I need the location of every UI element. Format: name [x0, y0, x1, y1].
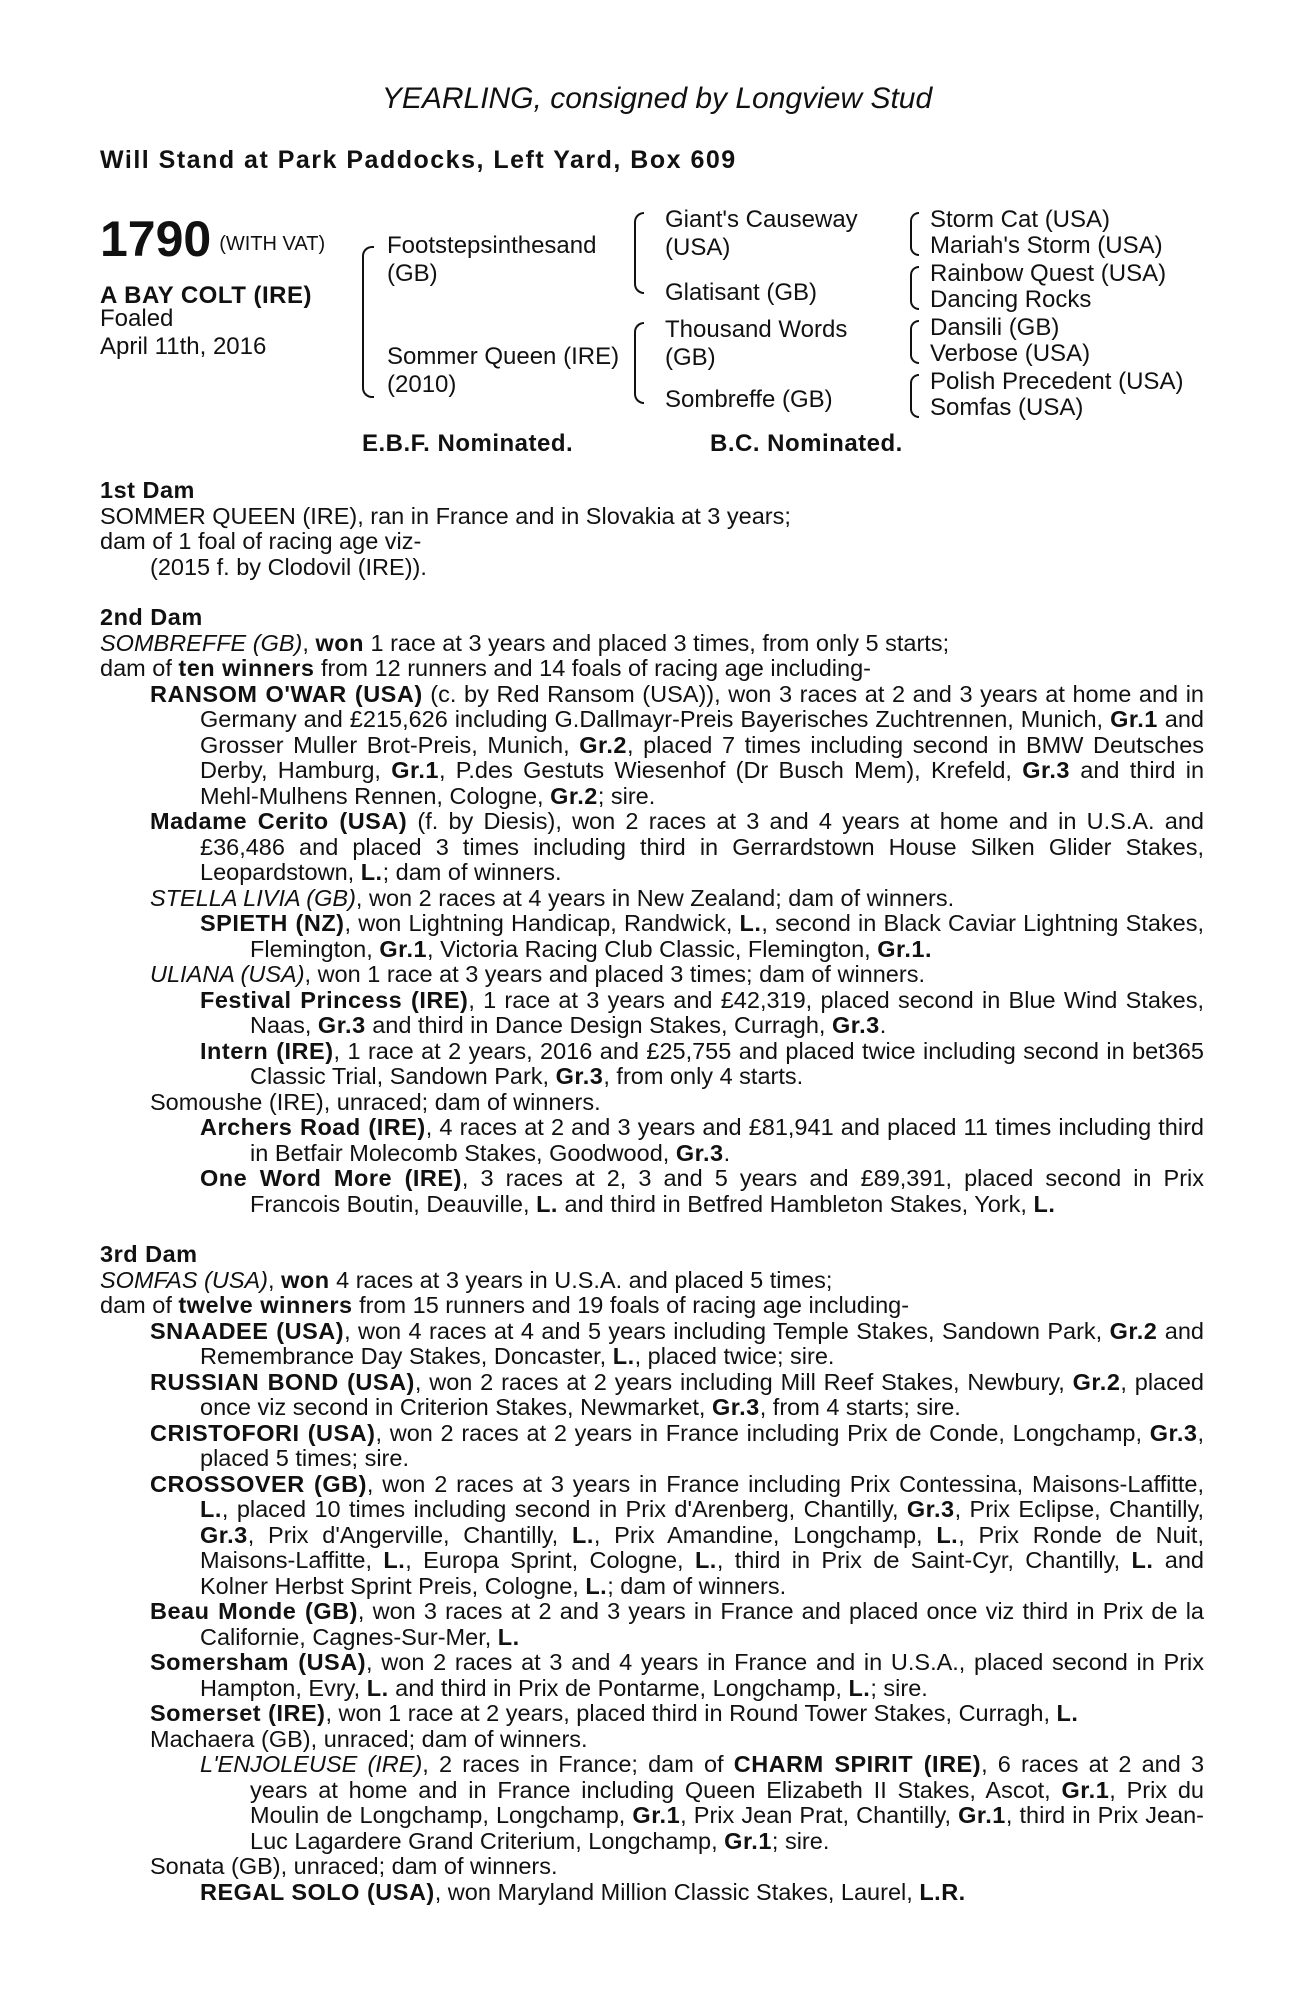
entry-lenjoleuse: L'ENJOLEUSE (IRE), 2 races in France; dam of CHARM SPIRIT (IRE), 6 races at 2 and 3 years at home and in France including Queen Elizabeth II Stakes, Ascot, Gr.1, Prix du Moulin de Longchamp, Longchamp, Gr.1, Prix Jean Prat, Chantilly, Gr.1, third in Prix Jean-Luc Lagardere Grand Criterium, Longchamp, Gr.1; sire.: [200, 1751, 1205, 1854]
first-dam-text: SOMMER QUEEN (IRE), ran in France and in Slovakia at 3 years;: [100, 502, 791, 529]
entry-madame-cerito: Madame Cerito (USA) (f. by Diesis), won 2 races at 3 and 4 years at home and in U.S.A. and £36,486 and placed 3 times including third in Gerrardstown House Silken Glider Stakes, Leopardstown, L.; dam of winners.: [150, 808, 1204, 885]
entry-somerset: Somerset (IRE), won 1 race at 2 years, placed third in Round Tower Stakes, Curragh, L.: [150, 1700, 1079, 1726]
brace-main: [362, 246, 374, 398]
entry-cristofori: CRISTOFORI (USA), won 2 races at 2 years in France including Prix de Conde, Longchamp, Gr.3, placed 5 times; sire.: [150, 1419, 1204, 1471]
entry-beau-monde: Beau Monde (GB), won 3 races at 2 and 3 years in France and placed once viz third in Prix de la Californie, Cagnes-Sur-Mer, L.: [150, 1598, 1204, 1650]
entry-spieth: SPIETH (NZ), won Lightning Handicap, Randwick, L., second in Black Caviar Lightning Stakes, Flemington, Gr.1, Victoria Racing Club Classic, Flemington, Gr.1.: [200, 910, 1205, 962]
brace-g4: [910, 374, 919, 418]
first-dam-foals: dam of 1 foal of racing age viz-: [100, 528, 422, 554]
pedigree-g1: Storm Cat (USA): [930, 206, 1111, 233]
entry-machaera: Machaera (GB), unraced; dam of winners.: [150, 1725, 588, 1752]
entry-somersham: Somersham (USA), won 2 races at 3 and 4 years in France and in U.S.A., placed second in Prix Hampton, Evry, L. and third in Prix de Pontarme, Longchamp, L.; sire.: [150, 1649, 1205, 1701]
produce-record: [100, 478, 1204, 1905]
third-dam-summary: SOMFAS (USA), won 4 races at 3 years in U.S.A. and placed 5 times;: [100, 1266, 833, 1293]
entry-snaadee: SNAADEE (USA), won 4 races at 4 and 5 years including Temple Stakes, Sandown Park, Gr.2 and Remembrance Day Stakes, Doncaster, L., placed twice; sire.: [150, 1317, 1204, 1369]
second-dam-heading: 2nd Dam: [100, 604, 203, 630]
first-dam-foal: (2015 f. by Clodovil (IRE)).: [150, 553, 427, 580]
pedigree-g3: Rainbow Quest (USA): [930, 260, 1167, 287]
pedigree-sire: Footstepsinthesand (GB): [387, 232, 597, 287]
pedigree-g8: Somfas (USA): [930, 394, 1084, 421]
pedigree-g5: Dansili (GB): [930, 314, 1060, 341]
entry-sonata: Sonata (GB), unraced; dam of winners.: [150, 1853, 558, 1879]
pedigree-dam: Sommer Queen (IRE) (2010): [387, 343, 620, 398]
entry-archers-road: Archers Road (IRE), 4 races at 2 and 3 years and £81,941 and placed 11 times including third in Betfair Molecomb Stakes, Goodwood, Gr.3.: [200, 1114, 1204, 1166]
second-dam-summary: SOMBREFFE (GB), won 1 race at 3 years and placed 3 times, from only 5 starts;: [100, 629, 950, 656]
entry-ransom-owar: RANSOM O'WAR (USA) (c. by Red Ransom (USA)), won 3 races at 2 and 3 years at home and in Germany and £215,626 including G.Dallmayr-Preis Bayerisches Zuchtrennen, Munich, Gr.1 and Grosser Muller Brot-Preis, Munich, Gr.2, placed 7 times including second in BMW Deutsches Derby, Hamburg, Gr.1, P.des Gestuts Wiesenhof (Dr Busch Mem), Krefeld, Gr.3 and third in Mehl-Mulhens Rennen, Cologne, Gr.2; sire.: [150, 680, 1205, 809]
third-dam-heading: 3rd Dam: [100, 1241, 198, 1267]
lot-number: 1790 (WITH VAT): [100, 211, 326, 267]
venue-line: Will Stand at Park Paddocks, Left Yard, Box 609: [100, 146, 737, 174]
ebf-nominated: E.B.F. Nominated.: [362, 430, 574, 457]
pedigree-dam-sire: Thousand Words (GB): [665, 316, 848, 371]
pedigree-dam-dam: Sombreffe (GB): [665, 386, 833, 413]
brace-g2: [910, 266, 919, 310]
lot-description: A BAY COLT (IRE): [100, 282, 313, 309]
second-dam-foals: dam of ten winners from 12 runners and 14 foals of racing age including-: [100, 655, 871, 681]
brace-dam: [634, 322, 644, 404]
brace-sire: [634, 212, 644, 294]
entry-uliana: ULIANA (USA), won 1 race at 3 years and placed 3 times; dam of winners.: [150, 961, 925, 987]
bc-nominated: B.C. Nominated.: [710, 430, 903, 457]
vat-label: (WITH VAT): [219, 233, 326, 255]
foaled-info: Foaled April 11th, 2016: [100, 305, 267, 360]
third-dam-foals: dam of twelve winners from 15 runners and 19 foals of racing age including-: [100, 1292, 910, 1318]
pedigree-g4: Dancing Rocks: [930, 286, 1092, 313]
pedigree-g6: Verbose (USA): [930, 340, 1091, 367]
pedigree-g7: Polish Precedent (USA): [930, 368, 1184, 395]
entry-festival-princess: Festival Princess (IRE), 1 race at 3 years and £42,319, placed second in Blue Wind Stakes, Naas, Gr.3 and third in Dance Design Stakes, Curragh, Gr.3.: [200, 986, 1204, 1038]
pedigree-sire-dam: Glatisant (GB): [665, 279, 818, 306]
pedigree-g2: Mariah's Storm (USA): [930, 232, 1163, 259]
brace-g1: [910, 212, 919, 256]
pedigree-sire-sire: Giant's Causeway (USA): [665, 206, 858, 261]
entry-regal-solo: REGAL SOLO (USA), won Maryland Million Classic Stakes, Laurel, L.R.: [200, 1878, 966, 1905]
page-heading: YEARLING, consigned by Longview Stud: [381, 82, 933, 115]
brace-g3: [910, 320, 919, 364]
entry-somoushe: Somoushe (IRE), unraced; dam of winners.: [150, 1088, 601, 1115]
entry-crossover: CROSSOVER (GB), won 2 races at 3 years in France including Prix Contessina, Maisons-Laffitte, L., placed 10 times including second in Prix d'Arenberg, Chantilly, Gr.3, Prix Eclipse, Chantilly, Gr.3, Prix d'Angerville, Chantilly, L., Prix Amandine, Longchamp, L., Prix Ronde de Nuit, Maisons-Laffitte, L., Europa Sprint, Cologne, L., third in Prix de Saint-Cyr, Chantilly, L. and Kolner Herbst Sprint Preis, Cologne, L.; dam of winners.: [150, 1470, 1205, 1599]
first-dam-heading: 1st Dam: [100, 477, 195, 503]
entry-russian-bond: RUSSIAN BOND (USA), won 2 races at 2 years including Mill Reef Stakes, Newbury, Gr.2, placed once viz second in Criterion Stakes, Newmarket, Gr.3, from 4 starts; sire.: [150, 1368, 1204, 1420]
entry-intern: Intern (IRE), 1 race at 2 years, 2016 and £25,755 and placed twice including second in bet365 Classic Trial, Sandown Park, Gr.3, from only 4 starts.: [200, 1037, 1204, 1089]
entry-one-word-more: One Word More (IRE), 3 races at 2, 3 and 5 years and £89,391, placed second in Prix Francois Boutin, Deauville, L. and third in Betfred Hambleton Stakes, York, L.: [200, 1165, 1204, 1217]
entry-stella-livia: STELLA LIVIA (GB), won 2 races at 4 years in New Zealand; dam of winners.: [150, 884, 955, 911]
